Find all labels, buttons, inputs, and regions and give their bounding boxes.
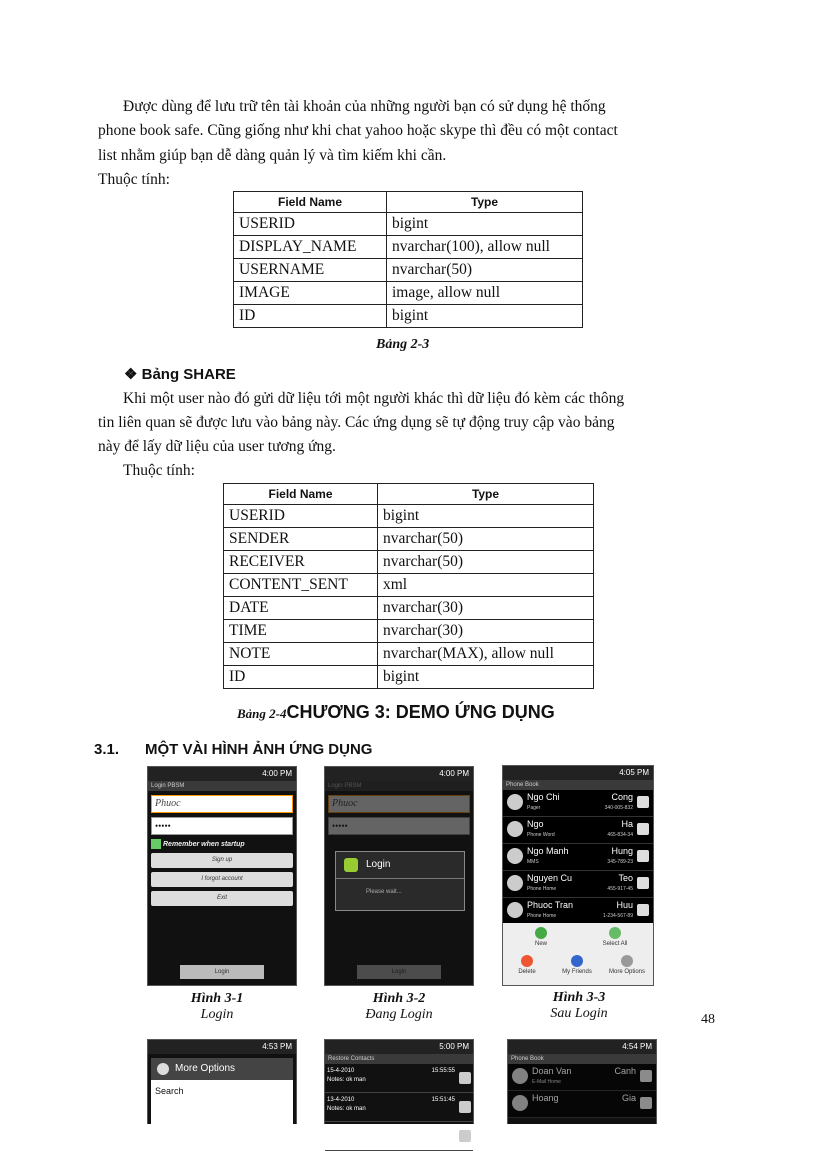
- figure-desc: Login: [200, 1007, 234, 1022]
- table-row: [234, 259, 583, 282]
- app-title: Restore Contacts: [325, 1054, 473, 1064]
- contact-label: Phone Home: [527, 886, 557, 892]
- check-icon: [609, 927, 621, 939]
- contact-surname: Teo: [618, 873, 633, 883]
- status-bar: [325, 767, 473, 781]
- contact-surname: Cong: [611, 792, 633, 802]
- restore-note: Notes: nhieu contact: [327, 1135, 382, 1141]
- remember-label: Remember when startup: [163, 840, 245, 848]
- contact-checkbox[interactable]: [637, 850, 649, 862]
- menu-delete[interactable]: [507, 955, 547, 975]
- type-cell: bigint: [378, 505, 594, 528]
- menu-select-all[interactable]: [595, 927, 635, 947]
- table-share: [223, 483, 594, 689]
- login-progress-dialog: [335, 851, 465, 911]
- field-cell: NOTE: [224, 643, 378, 666]
- restore-checkbox[interactable]: [459, 1101, 471, 1113]
- figure-desc: Sau Login: [550, 1006, 608, 1021]
- figure-label: Hình 3-3: [552, 990, 606, 1005]
- avatar: [507, 794, 523, 810]
- table-row: [234, 236, 583, 259]
- contact-checkbox[interactable]: [637, 823, 649, 835]
- restore-note: Notes: ok man: [327, 1106, 366, 1112]
- restore-date: 13-4-2010: [327, 1097, 355, 1103]
- contact-name: Ngo Manh: [527, 846, 569, 856]
- list-item[interactable]: [503, 898, 653, 925]
- status-time: 4:05 PM: [619, 768, 649, 777]
- status-time: 4:54 PM: [622, 1042, 652, 1051]
- avatar: [507, 821, 523, 837]
- intro-line-1: Được dùng để lưu trữ tên tài khoản của những người bạn có sử dụng hệ thống: [123, 98, 606, 115]
- app-title: Login PBSM: [148, 781, 296, 791]
- restore-time: 15:55:55: [431, 1068, 455, 1074]
- contact-surname: Ha: [621, 819, 633, 829]
- page-number: 48: [701, 1012, 715, 1027]
- screenshot-phone-book: [502, 765, 654, 986]
- header-type: Type: [378, 484, 594, 505]
- section-number: 3.1.: [94, 741, 120, 758]
- contact-surname: Hung: [611, 846, 633, 856]
- table-row: [224, 643, 594, 666]
- restore-checkbox[interactable]: [459, 1072, 471, 1084]
- figure-label: Hình 3-1: [190, 991, 244, 1006]
- contact-checkbox[interactable]: [640, 1070, 652, 1082]
- status-bar: [148, 767, 296, 781]
- header-field-name: Field Name: [224, 484, 378, 505]
- plus-icon: [535, 927, 547, 939]
- status-time: 4:00 PM: [439, 769, 469, 778]
- field-cell: RECEIVER: [224, 551, 378, 574]
- list-item[interactable]: [503, 844, 653, 871]
- type-cell: nvarchar(30): [378, 620, 594, 643]
- contact-label: Phone Home: [527, 913, 557, 919]
- type-cell: bigint: [378, 666, 594, 689]
- field-cell: DISPLAY_NAME: [234, 236, 387, 259]
- field-cell: TIME: [224, 620, 378, 643]
- screenshot-login: [147, 766, 297, 986]
- share-heading: ❖ Bảng SHARE: [124, 366, 236, 383]
- menu-label: Select All: [602, 941, 628, 947]
- type-cell: nvarchar(MAX), allow null: [378, 643, 594, 666]
- list-item[interactable]: [325, 1093, 473, 1122]
- figure-label: Hình 3-2: [372, 991, 426, 1006]
- avatar: [507, 848, 523, 864]
- list-item[interactable]: [325, 1064, 473, 1093]
- restore-note: Notes: ok man: [327, 1077, 366, 1083]
- share-line-2: tin liên quan sẽ được lưu vào bảng này. Các ứng dụng sẽ tự động truy cập vào bảng: [98, 414, 615, 431]
- contact-phone: 340-005-832: [604, 805, 633, 811]
- username-input: Phuoc: [328, 795, 470, 813]
- status-time: 5:00 PM: [439, 1042, 469, 1051]
- contact-phone: 465-834-34: [607, 832, 633, 838]
- avatar: [507, 875, 523, 891]
- restore-time: 2:23:54: [434, 1126, 455, 1132]
- table-row: [234, 282, 583, 305]
- list-item[interactable]: [508, 1064, 656, 1091]
- intro-line-3: list nhằm giúp bạn dễ dàng quản lý và tìm kiếm khi cần.: [98, 147, 447, 164]
- avatar: [507, 902, 523, 918]
- field-cell: DATE: [224, 597, 378, 620]
- table-header-row: [234, 192, 583, 213]
- exit-button[interactable]: Exit: [151, 891, 293, 906]
- header-field-name: Field Name: [234, 192, 387, 213]
- field-cell: SENDER: [224, 528, 378, 551]
- screenshot-restore-contacts: [324, 1039, 474, 1141]
- field-cell: USERNAME: [234, 259, 387, 282]
- more-options-title: More Options: [175, 1063, 236, 1074]
- contact-phone: 455-917-45: [607, 886, 633, 892]
- app-title: Phone Book: [503, 780, 653, 790]
- table-row: [234, 213, 583, 236]
- list-item[interactable]: [503, 871, 653, 898]
- search-label: Search: [155, 1086, 184, 1096]
- restore-date: 15-4-2010: [327, 1068, 355, 1074]
- signup-button[interactable]: Sign up: [151, 853, 293, 868]
- table-row: [224, 597, 594, 620]
- more-options-header: [151, 1058, 293, 1080]
- screenshot-more-options: [147, 1039, 297, 1124]
- section-title: MỘT VÀI HÌNH ẢNH ỨNG DỤNG: [145, 741, 373, 758]
- contact-checkbox[interactable]: [640, 1097, 652, 1109]
- type-cell: nvarchar(50): [378, 551, 594, 574]
- contact-phone: 345-789-23: [607, 859, 633, 865]
- contact-label: Pager: [527, 805, 541, 811]
- contact-label: MMS: [527, 859, 539, 865]
- type-cell: nvarchar(50): [378, 528, 594, 551]
- avatar: [512, 1068, 528, 1084]
- lock-icon: [344, 858, 358, 872]
- field-cell: ID: [234, 305, 387, 328]
- attributes-label: Thuộc tính:: [98, 171, 170, 188]
- share-line-1: Khi một user nào đó gửi dữ liệu tới một người khác thì dữ liệu đó kèm các thông: [123, 390, 625, 407]
- restore-time: 15:51:45: [431, 1097, 455, 1103]
- type-cell: xml: [378, 574, 594, 597]
- status-time: 4:00 PM: [262, 769, 292, 778]
- password-input[interactable]: •••••: [151, 817, 293, 835]
- dialog-message: Please wait...: [366, 889, 402, 895]
- contact-name: Nguyen Cu: [527, 873, 573, 883]
- table-row: [224, 620, 594, 643]
- type-cell: nvarchar(50): [387, 259, 583, 282]
- chevron-down-icon: [157, 1063, 169, 1075]
- screenshot-phone-book-2: [507, 1039, 657, 1124]
- contact-name: Ngo: [527, 819, 544, 829]
- contact-label: Phone Word: [527, 832, 555, 838]
- username-input[interactable]: Phuoc: [151, 795, 293, 813]
- contact-name: Phuoc Tran: [527, 900, 574, 910]
- contact-checkbox[interactable]: [637, 904, 649, 916]
- contact-surname: Canh: [614, 1066, 636, 1076]
- menu-new[interactable]: [521, 927, 561, 947]
- table-row: [224, 551, 594, 574]
- restore-date: 10-4-2010: [327, 1126, 355, 1132]
- minus-icon: [521, 955, 533, 967]
- list-item[interactable]: [325, 1122, 473, 1151]
- dialog-title: Login: [366, 859, 391, 870]
- status-bar: [508, 1040, 656, 1054]
- status-bar: [148, 1040, 296, 1054]
- menu-label: More Options: [608, 969, 645, 975]
- options-menu: [503, 923, 653, 985]
- contact-name: Ngo Chi: [527, 792, 560, 802]
- table-row: [224, 528, 594, 551]
- contact-phone: 1-234-567-89: [602, 913, 633, 919]
- login-button: Login: [357, 965, 441, 979]
- menu-my-friends[interactable]: [557, 955, 597, 975]
- list-item[interactable]: [503, 790, 653, 817]
- field-cell: USERID: [224, 505, 378, 528]
- list-item[interactable]: [508, 1091, 656, 1118]
- caption-line: [237, 702, 555, 723]
- contact-label: E-Mail Home: [532, 1079, 561, 1085]
- table-row: [224, 666, 594, 689]
- forgot-account-button[interactable]: I forgot account: [151, 872, 293, 887]
- status-time: 4:53 PM: [262, 1042, 292, 1051]
- people-icon: [571, 955, 583, 967]
- field-cell: ID: [224, 666, 378, 689]
- screenshot-logging-in: [324, 766, 474, 986]
- figure-caption-3-1: [147, 991, 287, 1023]
- contact-name: Doan Van: [532, 1066, 572, 1076]
- list-item[interactable]: [503, 817, 653, 844]
- header-type: Type: [387, 192, 583, 213]
- menu-search[interactable]: [151, 1080, 293, 1126]
- chevron-down-icon: [621, 955, 633, 967]
- table-row: [234, 305, 583, 328]
- table-row: [224, 574, 594, 597]
- contact-name: Hoang: [532, 1093, 559, 1103]
- intro-line-2: phone book safe. Cũng giống như khi chat yahoo hoặc skype thì đều có một contact: [98, 122, 618, 139]
- menu-label: My Friends: [562, 969, 592, 975]
- password-input: •••••: [328, 817, 470, 835]
- attributes-label: Thuộc tính:: [123, 462, 195, 479]
- table-friend: [233, 191, 583, 328]
- status-bar: [325, 1040, 473, 1054]
- field-cell: USERID: [234, 213, 387, 236]
- menu-label: Delete: [518, 969, 536, 975]
- remember-checkbox[interactable]: [151, 839, 293, 849]
- field-cell: CONTENT_SENT: [224, 574, 378, 597]
- table-caption-2-3: Bảng 2-3: [376, 337, 430, 352]
- contact-surname: Gia: [621, 1093, 636, 1103]
- chapter-title: CHƯƠNG 3: DEMO ỨNG DỤNG: [286, 702, 555, 722]
- menu-label: New: [534, 941, 547, 947]
- contact-checkbox[interactable]: [637, 877, 649, 889]
- type-cell: nvarchar(100), allow null: [387, 236, 583, 259]
- contact-checkbox[interactable]: [637, 796, 649, 808]
- login-button[interactable]: Login: [180, 965, 264, 979]
- figure-caption-3-2: [329, 991, 469, 1023]
- status-bar: [503, 766, 653, 780]
- type-cell: bigint: [387, 305, 583, 328]
- app-title: Login PBSM: [325, 781, 473, 791]
- figure-caption-3-3: [509, 990, 649, 1022]
- type-cell: bigint: [387, 213, 583, 236]
- contact-surname: Huu: [616, 900, 633, 910]
- share-line-3: này để lấy dữ liệu của user tương ứng.: [98, 438, 336, 455]
- table-header-row: [224, 484, 594, 505]
- type-cell: nvarchar(30): [378, 597, 594, 620]
- restore-checkbox[interactable]: [459, 1130, 471, 1142]
- type-cell: image, allow null: [387, 282, 583, 305]
- field-cell: IMAGE: [234, 282, 387, 305]
- app-title: Phone Book: [508, 1054, 656, 1064]
- table-row: [224, 505, 594, 528]
- figure-desc: Đang Login: [365, 1007, 433, 1022]
- avatar: [512, 1095, 528, 1111]
- table-caption-2-4: Bảng 2-4: [237, 706, 287, 721]
- menu-more-options[interactable]: [607, 955, 647, 975]
